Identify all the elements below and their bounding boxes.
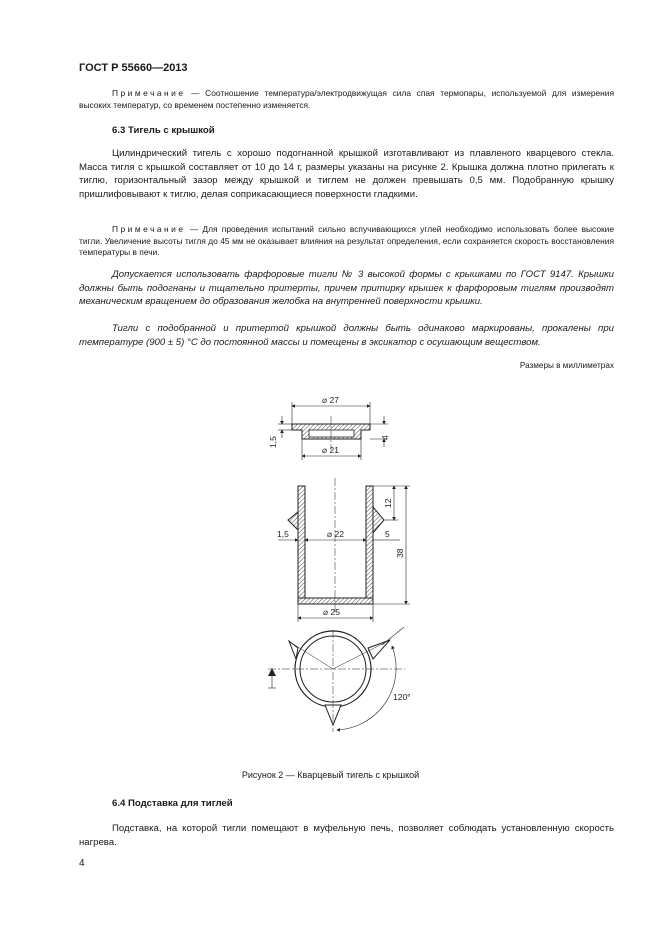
- section-title-6-3: 6.3 Тигель с крышкой: [112, 125, 215, 136]
- page-number: 4: [79, 858, 85, 869]
- wall-thickness: 1,5: [277, 529, 289, 539]
- angle-label: 120°: [393, 692, 411, 702]
- inner-diameter: ⌀ 22: [327, 529, 344, 539]
- lug-width: 5: [385, 529, 390, 539]
- paragraph-marking: Тигли с подобранной и притертой крышкой должны быть одинаково маркированы, прокалены при температуре (900 ± 5) °С до постоянной массы и помещены в эксикатор с осушающим веществом.: [79, 323, 614, 348]
- paragraph-stand: Подставка, на которой тигли помещают в муфельную печь, позволяет соблюдать установленную скорость нагрева.: [79, 823, 614, 848]
- document-code: ГОСТ Р 55660—2013: [79, 62, 188, 74]
- paragraph-crucible: Цилиндрический тигель с хорошо подогнанной крышкой изготавливают из плавленого кварцевого стекла. Масса тигля с крышкой составляет от 10 до 14 г, размеры указаны на рисунке 2. Крышка должна плотно прилегать к тиглю, горизонтальный зазор между крышкой и тиглем не должен превышать 0,5 мм. Подобранную крышку пришлифовывают к тиглю, делая соприкасающиеся поверхности гладкими.: [79, 148, 614, 200]
- lid-bottom-diameter: ⌀ 21: [322, 445, 339, 455]
- lid-height: 4: [380, 435, 390, 440]
- lid-thickness: 1,5: [268, 436, 278, 448]
- crucible-side-drawing: [277, 478, 410, 622]
- section-title-6-4: 6.4 Подставка для тиглей: [112, 798, 233, 809]
- top-offset: 12: [383, 498, 393, 508]
- lid-top-diameter: ⌀ 27: [322, 395, 339, 405]
- lid-drawing: [268, 395, 390, 460]
- note-label: Примечание: [112, 88, 186, 98]
- note-text: — Соотношение температура/электродвижущая сила спая термопары, используемой для измерения высоких температур, со временем постепенно изменяется.: [79, 88, 614, 110]
- crucible-height: 38: [395, 548, 405, 558]
- paragraph-porcelain: Допускается использовать фарфоровые тигли № 3 высокой формы с крышками по ГОСТ 9147. Крышки должны быть подогнаны и тщательно притерты, причем притирку крышек к фарфоровым тиглям производят механическим вращением до образования желобка на внутренней поверхности крышки.: [79, 269, 614, 308]
- note-text: — Для проведения испытаний сильно вспучивающихся углей необходимо использовать более высокие тигли. Увеличение высоты тигля до 45 мм не оказывает влияния на результат определения, если сохраняется скорость восстановления температуры в печи.: [79, 224, 614, 258]
- sizes-note: Размеры в миллиметрах: [519, 361, 614, 370]
- note-label: Примечание: [112, 224, 186, 234]
- crucible-plan-drawing: [268, 627, 411, 732]
- outer-diameter: ⌀ 25: [323, 607, 340, 617]
- figure-caption: Рисунок 2 — Кварцевый тигель с крышкой: [241, 770, 420, 780]
